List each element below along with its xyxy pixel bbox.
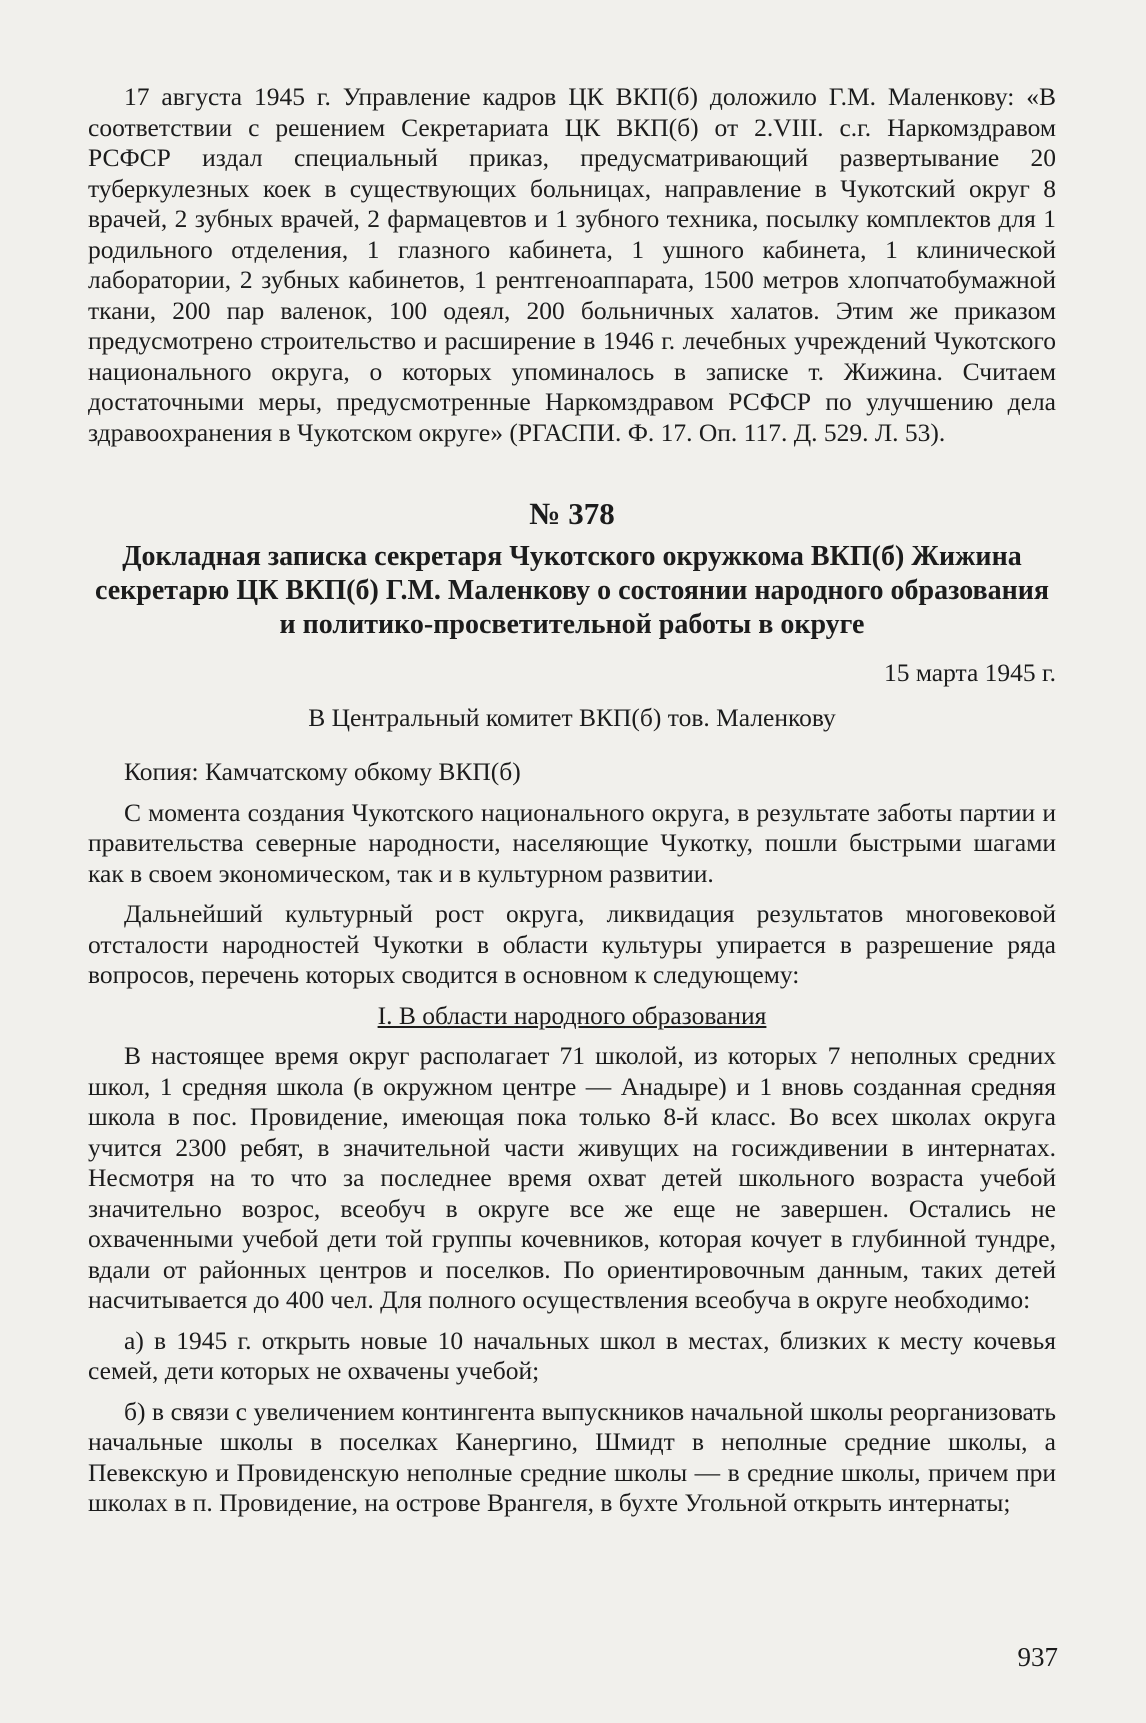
body-paragraph-2: Дальнейший культурный рост округа, ликвидация результатов многовековой отсталости народностей Чукотки в области культуры упирается в разрешение ряда вопросов, перечень которых сводится в основном к следующему: — [88, 899, 1056, 989]
body-paragraph-1: С момента создания Чукотского национального округа, в результате заботы партии и правительства северные народности, населяющие Чукотку, пошли быстрыми шагами как в своем экономическом, так и в культурном развитии. — [88, 797, 1056, 888]
list-item-b: б) в связи с увеличением контингента выпускников начальной школы реорганизовать начальные школы в поселках Канергино, Шмидт в неполные средние школы, а Певекскую и Провиденскую неполные средние школы — в средние школы, причем при школах в п. Провидение, на острове Врангеля, в бухте Угольной открыть интернаты; — [88, 1396, 1056, 1517]
body-paragraph-3: В настоящее время округ располагает 71 школой, из которых 7 неполных средних школ, 1 средняя школа (в окружном центре — Анадыре) и 1 вновь созданная средняя школа в пос. Провидение, имеющая пока только 8-й класс. Во всех школах округа учится 2300 ребят, в значительной части живущих на госиждивении в интернатах. Несмотря на то что за последнее время охват детей школьного возраста учебой значительно возрос, всеобуч в округе все же еще не завершен. Остались не охваченными учебой дети той группы кочевников, которая кочует в глубинной тундре, вдали от районных центров и поселков. По ориентировочным данным, таких детей насчитывается до 400 чел. Для полного осуществления всеобуча в округе необходимо: — [88, 1041, 1056, 1314]
document-number: № 378 — [529, 496, 615, 531]
text-column — [88, 82, 1056, 1519]
addressee-line: В Центральный комитет ВКП(б) тов. Маленкову — [308, 702, 836, 732]
page-number: 937 — [1017, 1642, 1058, 1672]
intro-paragraph: 17 августа 1945 г. Управление кадров ЦК ВКП(б) доложило Г.М. Маленкову: «В соответствии с решением Секретариата ЦК ВКП(б) от 2.VIII. с.г. Наркомздравом РСФСР издал специальный приказ, предусматривающий развертывание 20 туберкулезных коек в существующих больницах, направление в Чукотский округ 8 врачей, 2 зубных врачей, 2 фармацевтов и 1 зубного техника, посылку комплектов для 1 родильного отделения, 1 глазного кабинета, 1 ушного кабинета, 1 клинической лаборатории, 2 зубных кабинетов, 1 рентгеноаппарата, 1500 метров хлопчатобумажной ткани, 200 пар валенок, 100 одеял, 200 больничных халатов. Этим же приказом предусмотрено строительство и расширение в 1946 г. лечебных учреждений Чукотского национального округа, о которых упоминалось в записке т. Жижина. Считаем достаточными меры, предусмотренные Наркомздравом РСФСР по улучшению дела здравоохранения в Чукотском округе» (РГАСПИ. Ф. 17. Оп. 117. Д. 529. Л. 53). — [88, 82, 1056, 447]
document-date: 15 марта 1945 г. — [883, 658, 1056, 687]
document-title: Докладная записка секретаря Чукотского окружкома ВКП(б) Жижина секретарю ЦК ВКП(б) Г.М. Маленкову о состоянии народного образования и политико-просветительной работы в округе — [94, 541, 1050, 640]
copy-to-line: Копия: Камчатскому обкому ВКП(б) — [124, 757, 521, 786]
section-heading: I. В области народного образования — [377, 1000, 767, 1030]
list-item-a: а) в 1945 г. открыть новые 10 начальных школ в местах, близких к месту кочевья семей, дети которых не охвачены учебой; — [88, 1325, 1056, 1385]
